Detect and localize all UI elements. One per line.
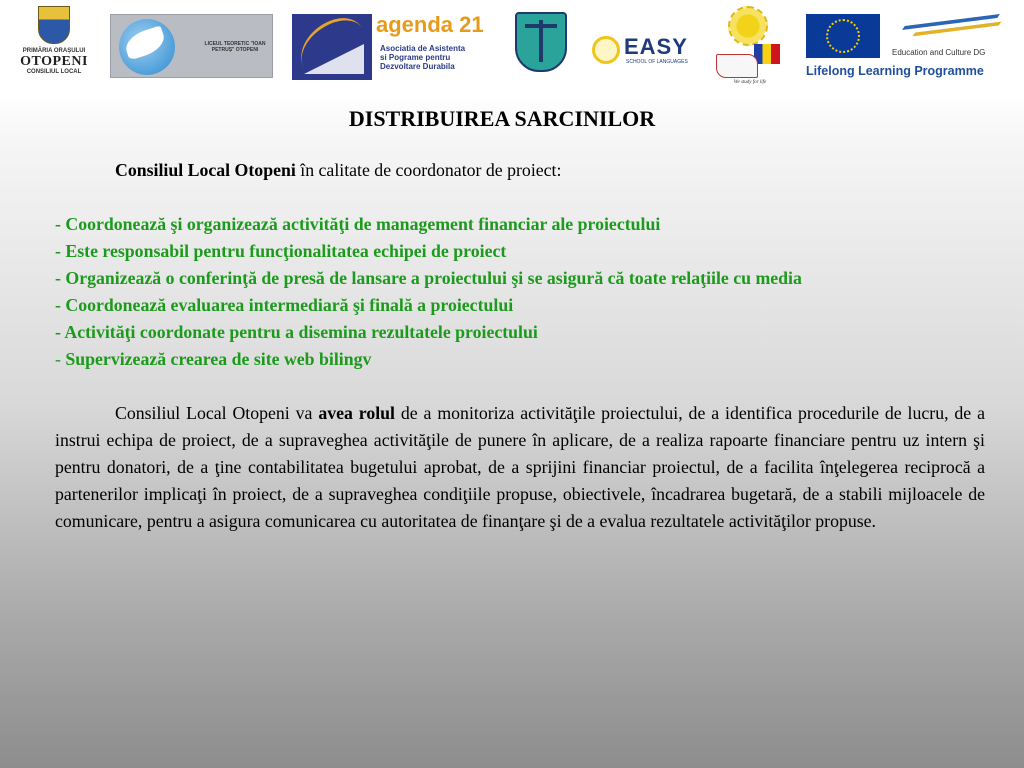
logo-strip <box>0 0 1024 95</box>
easy-subtitle: SCHOOL OF LANGUAGES <box>626 59 688 65</box>
task-item: - Coordonează şi organizează activităţi de management financiar ale proiectului <box>55 214 661 234</box>
otopeni-line2: OTOPENI <box>20 54 88 69</box>
document-body <box>55 157 985 535</box>
agenda21-mark-icon <box>292 14 372 80</box>
eu-flag-icon <box>826 19 860 53</box>
sunflower-icon <box>728 6 768 46</box>
role-bold: avea rolul <box>318 403 395 423</box>
lifelong-learning-label: Lifelong Learning Programme <box>806 64 984 78</box>
school-logo <box>506 12 576 82</box>
agenda21-line: Asociatia de Asistenta <box>380 44 466 53</box>
otopeni-line3: CONSILIUL LOCAL <box>26 69 82 75</box>
sunflower-caption: We study for life <box>733 80 767 85</box>
task-item: - Organizează o conferinţă de presă de lansare a proiectului şi se asigură că toate relaţiile cu media <box>55 268 802 288</box>
task-text: Supervizează crearea de site web bilingv <box>65 349 372 369</box>
role-before: Consiliul Local Otopeni va <box>115 403 319 423</box>
highschool-caption: LICEUL TEORETIC "IOAN PETRUȘ" OTOPENI <box>204 41 266 53</box>
page-title: DISTRIBUIREA SARCINILOR <box>348 106 656 131</box>
agenda21-logo <box>292 14 492 80</box>
easy-word: EASY <box>624 34 688 59</box>
easy-logo <box>592 34 702 68</box>
eu-flag <box>806 14 880 58</box>
education-culture-logo <box>892 14 1016 64</box>
globe-icon <box>592 36 620 64</box>
agenda21-line: si Pograme pentru <box>380 53 451 62</box>
task-item: - Coordonează evaluarea intermediară şi finală a proiectului <box>55 295 514 315</box>
intro-paragraph <box>55 157 985 184</box>
sunflower-logo <box>712 4 788 90</box>
agenda21-title: agenda 21 <box>376 14 484 37</box>
school-crest-icon <box>515 12 567 72</box>
task-list <box>55 211 985 373</box>
agenda21-line: Dezvoltare Durabila <box>380 62 455 71</box>
otopeni-logo <box>8 6 100 84</box>
role-after: de a monitoriza activităţile proiectului, de a identifica procedurile de lucru, de a instrui echipa de proiect, de a supraveghea activităţile de punere în aplicare, de a realiza rapoarte financiare pentru uz intern şi pentru donatori, de a ţine contabilitatea bugetului aprobat, de a sprijini financiar proiectul, de a facilita înţelegerea reciprocă a partenerilor implicaţi în proiect, de a supraveghea condiţiile propuse, obiectivele, încadrarea bugetară, de a stabili mijloacele de comunicare, pentru a asigura comunicarea cu autoritatea de finanţare şi de a evalua rezultatele activităţilor propuse. <box>55 403 985 531</box>
highschool-logo <box>110 14 273 78</box>
task-item: - Activităţi coordonate pentru a disemina rezultatele proiectului <box>55 322 538 342</box>
romania-flag-icon <box>754 44 780 64</box>
task-item: - Este responsabil pentru funcţionalitatea echipei de proiect <box>55 241 507 261</box>
intro-bold: Consiliul Local Otopeni <box>115 160 296 180</box>
task-item-last <box>55 346 985 373</box>
role-paragraph <box>55 400 985 535</box>
llp-arrow-icon <box>908 14 998 36</box>
education-culture-label: Education and Culture DG <box>892 48 986 57</box>
book-icon <box>716 54 758 78</box>
agenda21-subtitle <box>380 44 465 71</box>
task-dash: - <box>55 349 66 369</box>
intro-rest: în calitate de coordonator de proiect: <box>295 160 562 180</box>
otopeni-line1: PRIMĂRIA ORAȘULUI <box>22 48 86 54</box>
crest-icon <box>38 6 70 44</box>
